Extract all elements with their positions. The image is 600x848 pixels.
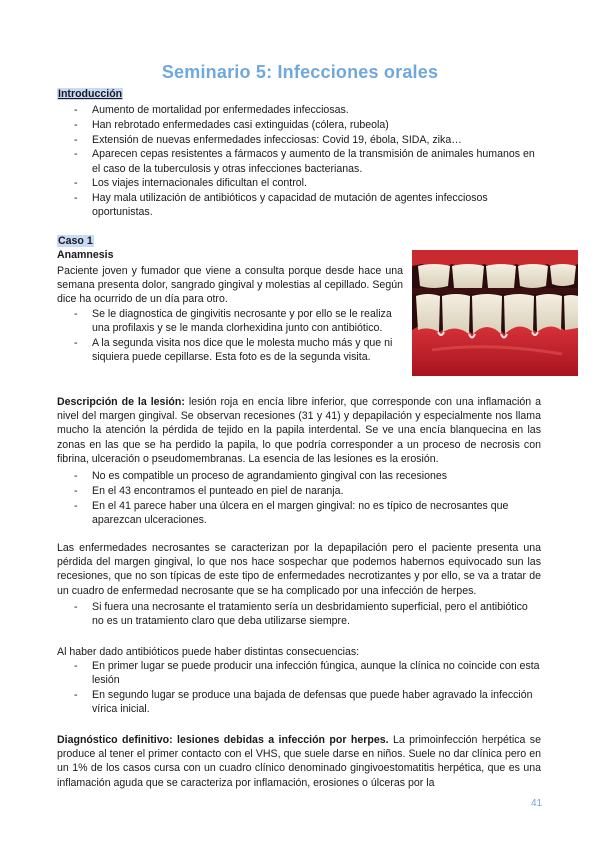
page-title: Seminario 5: Infecciones orales — [161, 62, 439, 82]
case-heading: Caso 1 — [58, 235, 93, 247]
diagnosis-text: La primoinfección herpética se produce al tener el primer contacto con el VHS, que suele darse en niños. Suele no dar clínica pero en un 1% de los casos cursa con un cuadro clínico denominado gingivoestomatitis herpética, que es una inflamación aguda que se caracteriza por inflamación, erosiones o úlceras por la — [57, 734, 541, 789]
list-item: - En segundo lugar se produce una bajada de defensas que puede haber agravado la infección vírica inicial. — [57, 688, 541, 716]
list-item: - En el 41 parece haber una úlcera en el margen gingival: no es típico de necrosantes que aparezcan ulceraciones. — [57, 499, 541, 527]
list-item: - Extensión de nuevas enfermedades infecciosas: Covid 19, ébola, SIDA, zika… — [57, 133, 541, 147]
list-item: - En el 43 encontramos el punteado en piel de naranja. — [57, 484, 541, 498]
lesion-list — [57, 469, 541, 528]
page-number: 41 — [531, 798, 543, 809]
anamnesis-paragraph: Paciente joven y fumador que viene a consulta porque desde hace una semana presenta dolor, sangrado gingival y molestias al cepillado. Según dice ha ocurrido de un día para otro. — [57, 265, 403, 306]
list-item: - Se le diagnostica de gingivitis necrosante y por ello se le realiza una profilaxis y se le manda clorhexidina junto con antibiótico. — [57, 307, 403, 335]
list-item: - Los viajes internacionales dificultan el control. — [57, 176, 541, 190]
diagnosis-paragraph — [57, 733, 541, 790]
diagnosis-label: Diagnóstico definitivo: lesiones debidas a infección por herpes. — [57, 734, 389, 746]
list-item: - Si fuera una necrosante el tratamiento sería un desbridamiento superficial, pero el antibiótico no es un tratamiento claro que deba utilizarse siempre. — [57, 600, 541, 628]
necrotizing-paragraph: Las enfermedades necrosantes se caracterizan por la depapilación pero el paciente presenta una pérdida del margen gingival, lo que nos hace sospechar que podemos habernos equivocado sun las recesiones, que no son típicas de este tipo de enfermedades necrotizantes y por ello, se va a tratar de un cuadro de enfermedad necrosante que se ha complicado por una infección de herpes. — [57, 542, 541, 597]
list-item: - Aparecen cepas resistentes a fármacos y aumento de la transmisión de animales humanos en el caso de la tuberculosis y otras infecciones bacterianas. — [57, 147, 541, 175]
lesion-text: lesión roja en encía libre inferior, que corresponde con una inflamación a nivel del margen gingival. Se observan recesiones (31 y 41) y depapilación y especialmente nos llama mucho la atención la pérdida de tejido en la papila interdental. Se ve una encía blanquecina en las zonas en las que se ha perdido la papila, lo que podría corresponder a un proceso de necrosis con fibrina, ulceración o pseudomembranas. La esencia de las lesiones es la erosión. — [57, 396, 542, 465]
intro-heading: Introducción — [58, 88, 123, 100]
intro-list — [57, 103, 541, 220]
list-item: - En primer lugar se puede producir una infección fúngica, aunque la clínica no coincide con esta lesión — [57, 659, 541, 687]
lesion-label: Descripción de la lesión: — [57, 396, 185, 408]
antibiotic-list — [57, 659, 541, 717]
antibiotic-paragraph: Al haber dado antibióticos puede haber distintas consecuencias: — [57, 646, 360, 658]
lesion-description — [57, 395, 541, 466]
gingiva-photo — [412, 250, 578, 376]
anamnesis-list — [57, 307, 403, 365]
list-item: - Aumento de mortalidad por enfermedades infecciosas. — [57, 103, 541, 117]
gingiva-photo-drawing — [412, 250, 578, 376]
list-item: - Han rebrotado enfermedades casi extinguidas (cólera, rubeola) — [57, 118, 541, 132]
necrotizing-list — [57, 600, 541, 629]
list-item: - Hay mala utilización de antibióticos y capacidad de mutación de agentes infecciosos oportunistas. — [57, 191, 541, 219]
list-item: - A la segunda visita nos dice que le molesta mucho más y que ni siquiera puede cepillarse. Esta foto es de la segunda visita. — [57, 336, 403, 364]
list-item: - No es compatible un proceso de agrandamiento gingival con las recesiones — [57, 469, 541, 483]
anamnesis-heading: Anamnesis — [57, 249, 114, 261]
